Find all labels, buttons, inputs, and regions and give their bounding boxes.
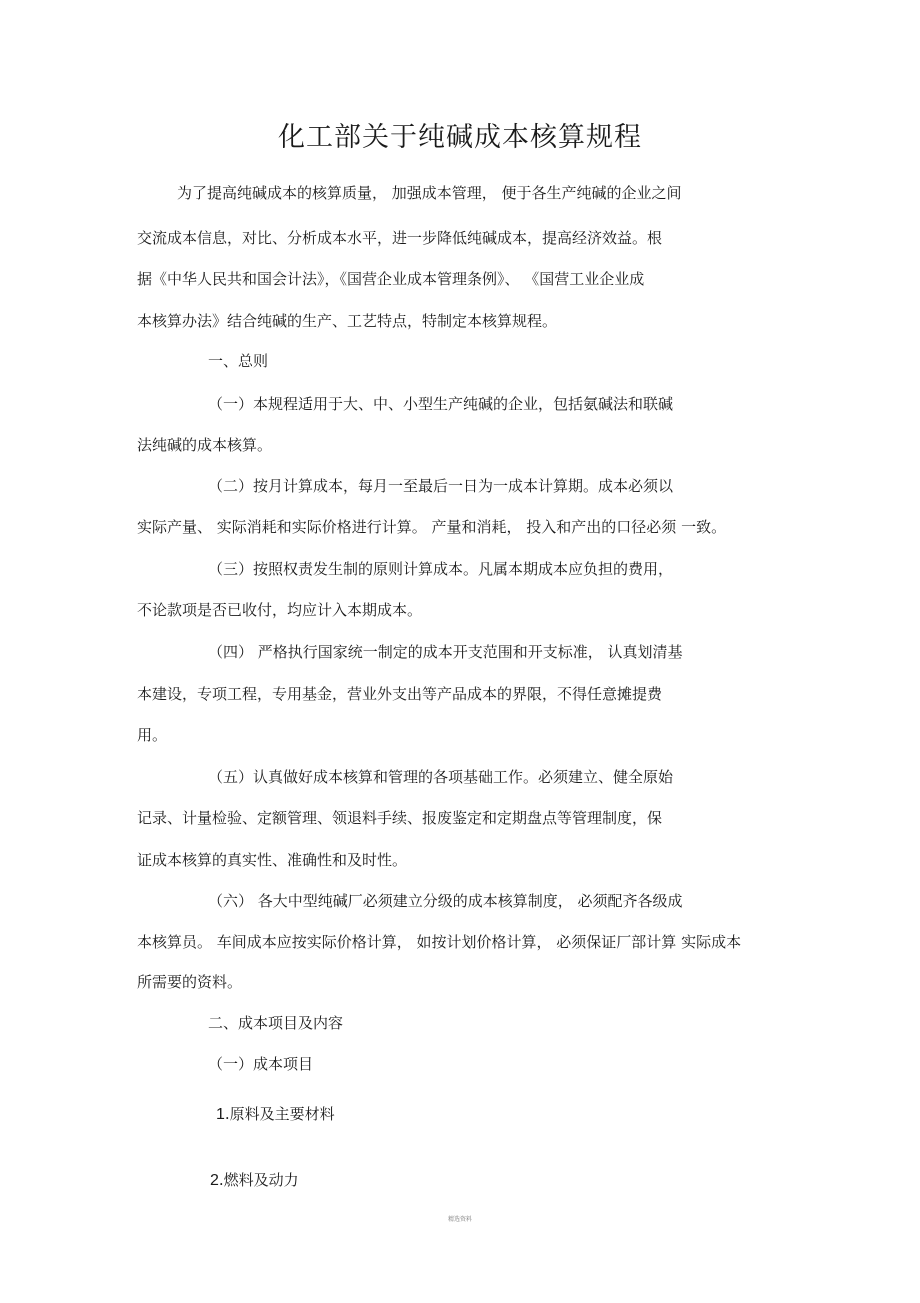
clause-4-line-2: 本建设，专项工程，专用基金，营业外支出等产品成本的界限，不得任意摊提费 <box>137 685 663 703</box>
clause-2-line-1: （二）按月计算成本，每月一至最后一日为一成本计算期。成本必须以 <box>208 477 674 495</box>
document-title: 化工部关于纯碱成本核算规程 <box>278 122 642 153</box>
list-item <box>216 1103 335 1126</box>
subsection-cost-items: （一）成本项目 <box>208 1055 314 1073</box>
list-item-text: .燃料及动力 <box>218 1171 299 1189</box>
clause-1-line-2: 法纯碱的成本核算。 <box>137 436 273 454</box>
intro-line-4: 本核算办法》结合纯碱的生产、工艺特点，特制定本核算规程。 <box>137 312 558 330</box>
clause-6-line-3: 所需要的资料。 <box>137 973 243 991</box>
clause-3-line-2: 不论款项是否已收付，均应计入本期成本。 <box>137 601 423 619</box>
intro-line-3: 据《中华人民共和国会计法》，《国营企业成本管理条例》、 《国营工业企业成 <box>137 270 645 288</box>
clause-2-line-2: 实际产量、 实际消耗和实际价格进行计算。 产量和消耗， 投入和产出的口径必须 一致。 <box>137 518 727 536</box>
list-item-text: .原料及主要材料 <box>224 1105 335 1123</box>
list-item-number: 1 <box>216 1106 225 1123</box>
intro-line-1: 为了提高纯碱成本的核算质量， 加强成本管理， 便于各生产纯碱的企业之间 <box>177 184 682 202</box>
clause-4-line-1: （四） 严格执行国家统一制定的成本开支范围和开支标准， 认真划清基 <box>208 643 683 661</box>
page-footer: 精选资料 <box>447 1216 472 1223</box>
list-item <box>210 1169 299 1192</box>
clause-5-line-1: （五）认真做好成本核算和管理的各项基础工作。必须建立、健全原始 <box>208 768 674 786</box>
clause-6-line-1: （六） 各大中型纯碱厂必须建立分级的成本核算制度， 必须配齐各级成 <box>208 892 683 910</box>
section-heading-cost-items: 二、成本项目及内容 <box>208 1014 344 1032</box>
clause-6-line-2: 本核算员。 车间成本应按实际价格计算， 如按计划价格计算， 必须保证厂部计算 实际成本 <box>137 933 742 951</box>
clause-4-line-3: 用。 <box>137 726 168 744</box>
section-heading-general: 一、总则 <box>208 352 269 370</box>
clause-3-line-1: （三）按照权责发生制的原则计算成本。凡属本期成本应负担的费用， <box>208 560 674 578</box>
list-item-number: 2 <box>210 1172 219 1189</box>
intro-line-2: 交流成本信息，对比、分析成本水平，进一步降低纯碱成本，提高经济效益。根 <box>137 229 663 247</box>
clause-5-line-3: 证成本核算的真实性、准确性和及时性。 <box>137 851 408 869</box>
clause-5-line-2: 记录、计量检验、定额管理、领退料手续、报废鉴定和定期盘点等管理制度，保 <box>137 809 663 827</box>
clause-1-line-1: （一）本规程适用于大、中、小型生产纯碱的企业，包括氨碱法和联碱 <box>208 395 674 413</box>
